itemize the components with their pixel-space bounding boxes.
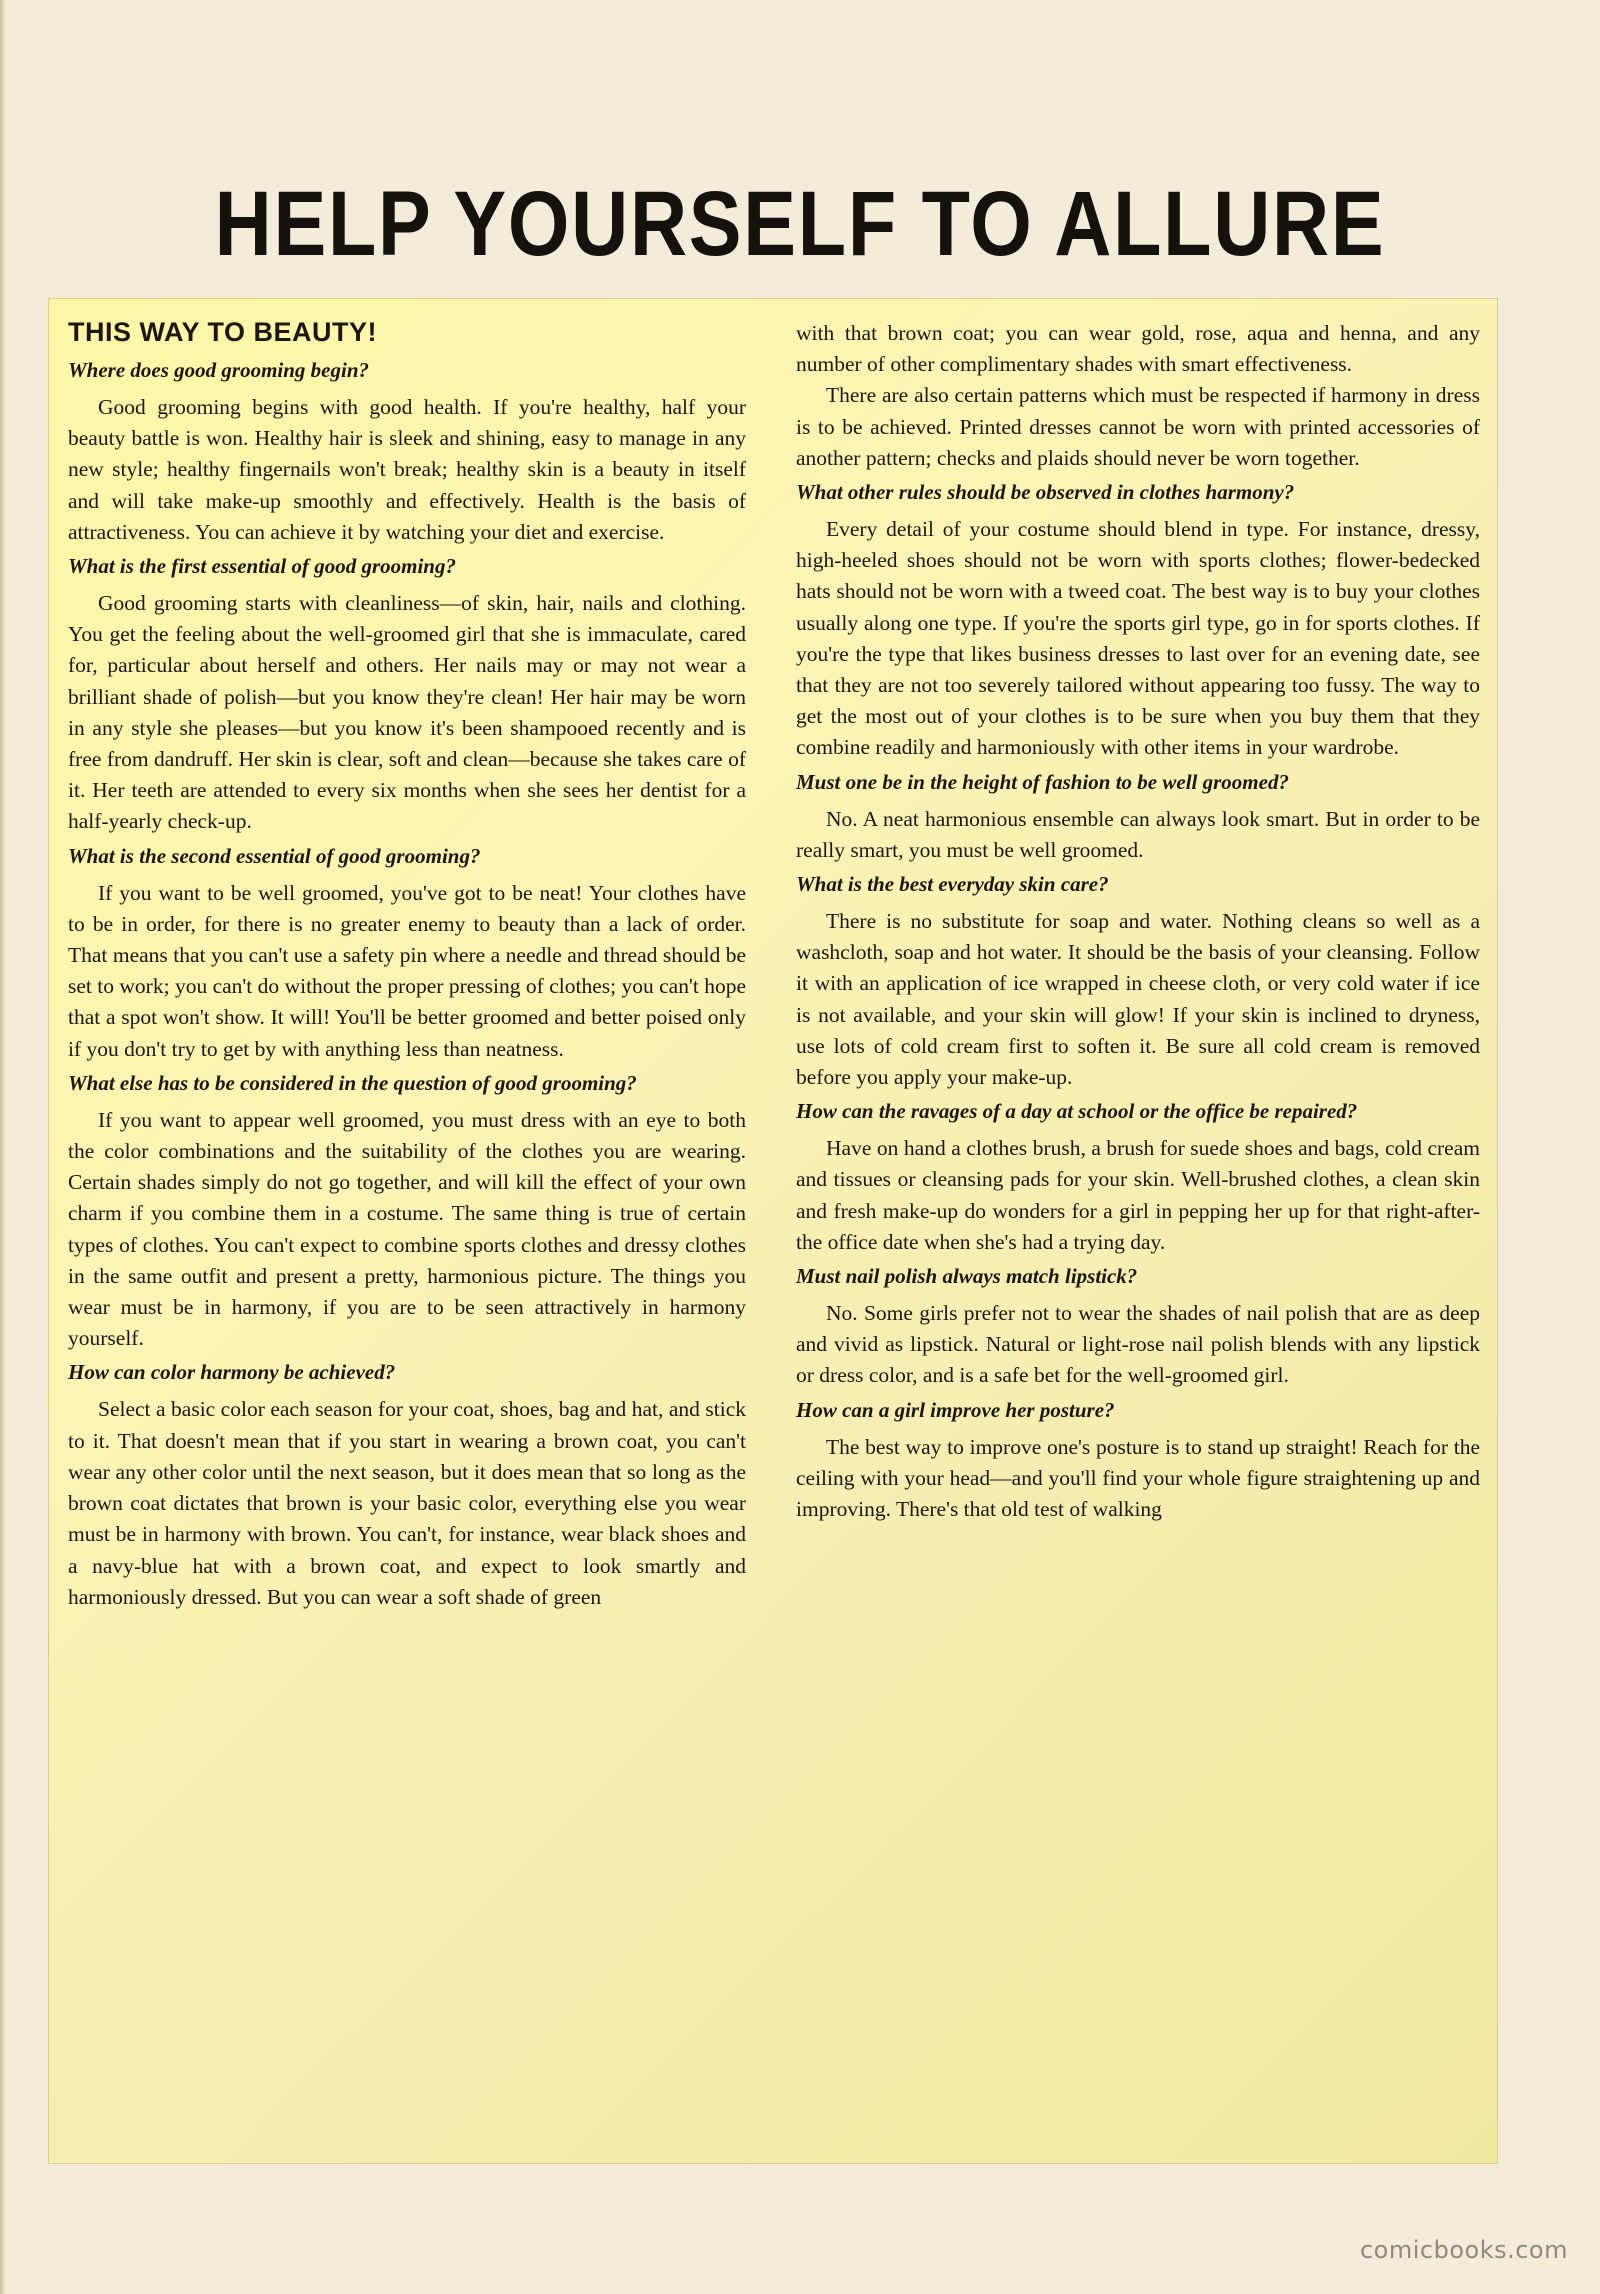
watermark: comicbooks.com xyxy=(1359,2236,1568,2264)
question-heading: How can color harmony be achieved? xyxy=(68,1360,396,1385)
answer-paragraph: Every detail of your costume should blend in type. For instance, dressy, high-heeled shoes should not be worn with sports clothes; flower-bedecked hats should not be worn with a tweed coat. The best way is to buy your clothes usually along one type. If you're the sports girl type, go in for sports clothes. If you're the type that likes business dresses to last over for an evening date, see that they are not too severely tailored without appearing too fussy. The way to get the most out of your clothes is to be sure when you buy them that they combine readily and harmoniously with other items in your wardrobe. xyxy=(796,517,1480,760)
article-panel xyxy=(48,298,1498,2164)
question-heading: Must one be in the height of fashion to be well groomed? xyxy=(796,769,1289,794)
answer-paragraph: The best way to improve one's posture is to stand up straight! Reach for the ceiling with your head—and you'll find your whole figure straightening up and improving. There's that old test of walking xyxy=(796,1434,1480,1522)
answer-paragraph: No. Some girls prefer not to wear the shades of nail polish that are as deep and vivid as lipstick. Natural or light-rose nail polish blends with any lipstick or dress color, and is a safe bet for the well-groomed girl. xyxy=(796,1301,1480,1388)
section-heading: THIS WAY TO BEAUTY! xyxy=(68,317,378,347)
question-heading: What other rules should be observed in clothes harmony? xyxy=(796,480,1295,505)
page-binding-edge xyxy=(0,0,6,2294)
answer-paragraph: There is no substitute for soap and water. Nothing cleans so well as a washcloth, soap and hot water. It should be the basis of your cleansing. Follow it with an application of ice wrapped in cheese cloth, or very cold water if ice is not available, and your skin will glow! If your skin is inclined to dryness, use lots of cold cream first to soften it. Be sure all cold cream is removed before you apply your make-up. xyxy=(796,909,1480,1090)
answer-paragraph: If you want to appear well groomed, you must dress with an eye to both the color combinations and the suitability of the clothes you are wearing. Certain shades simply do not go together, and will kill the effect of your own charm if you combine them in a costume. The same thing is true of certain types of clothes. You can't expect to combine sports clothes and dressy clothes in the same outfit and present a pretty, harmonious picture. The things you wear must be in harmony, if you are to be seen attractively in harmony yourself. xyxy=(68,1107,746,1351)
question-heading: What is the best everyday skin care? xyxy=(796,872,1109,897)
question-heading: How can the ravages of a day at school or the office be repaired? xyxy=(796,1099,1358,1124)
answer-paragraph: There are also certain patterns which must be respected if harmony in dress is to be achieved. Printed dresses cannot be worn with printed accessories of another pattern; checks and plaids should never be worn together. xyxy=(796,383,1480,470)
answer-paragraph: Good grooming starts with cleanliness—of skin, hair, nails and clothing. You get the feeling about the well-groomed girl that she is immaculate, cared for, particular about herself and others. Her nails may or may not wear a brilliant shade of polish—but you know they're clean! Her hair may be worn in any style she pleases—but you know it's been shampooed recently and is free from dandruff. Her skin is clear, soft and clean—because she takes care of it. Her teeth are attended to every six months when she sees her dentist for a half-yearly check-up. xyxy=(68,591,746,834)
answer-paragraph: Select a basic color each season for your coat, shoes, bag and hat, and stick to it. That doesn't mean that if you start in wearing a brown coat, you can't wear any other color until the next season, but it does mean that so long as the brown coat dictates that brown is your basic color, everything else you wear must be in harmony with brown. You can't, for instance, wear black shoes and a navy-blue hat with a brown coat, and expect to look smartly and harmoniously dressed. But you can wear a soft shade of green xyxy=(68,1397,746,1609)
answer-paragraph: Good grooming begins with good health. If you're healthy, half your beauty battle is won. Healthy hair is sleek and shining, easy to manage in any new style; healthy fingernails won't break; healthy skin is a beauty in itself and will take make-up smoothly and effectively. Health is the basis of attractiveness. You can achieve it by watching your diet and exercise. xyxy=(68,395,746,544)
question-heading: What else has to be considered in the question of good grooming? xyxy=(68,1070,637,1095)
question-heading: How can a girl improve her posture? xyxy=(796,1397,1115,1422)
left-column-body xyxy=(68,356,746,1613)
right-column-body xyxy=(796,318,1480,1525)
answer-paragraph: with that brown coat; you can wear gold, rose, aqua and henna, and any number of other complimentary shades with smart effectiveness. xyxy=(796,321,1480,377)
left-column xyxy=(68,314,746,1613)
question-heading: Where does good grooming begin? xyxy=(68,358,370,382)
question-heading: What is the first essential of good grooming? xyxy=(68,554,456,579)
right-column xyxy=(796,318,1480,1525)
page-title: HELP YOURSELF TO ALLURE xyxy=(214,173,1386,275)
answer-paragraph: Have on hand a clothes brush, a brush for suede shoes and bags, cold cream and tissues or cleansing pads for your skin. Well-brushed clothes, a clean skin and fresh make-up do wonders for a girl in pepping her up for that right-after-the office date when she's had a trying day. xyxy=(796,1136,1480,1254)
answer-paragraph: No. A neat harmonious ensemble can always look smart. But in order to be really smart, you must be well groomed. xyxy=(796,806,1480,862)
answer-paragraph: If you want to be well groomed, you've got to be neat! Your clothes have to be in order, for there is no greater enemy to beauty than a lack of order. That means that you can't use a safety pin where a needle and thread should be set to work; you can't do without the proper pressing of clothes; you can't hope that a spot won't show. It will! You'll be better groomed and better poised only if you don't try to get by with anything less than neatness. xyxy=(68,880,746,1061)
question-heading: What is the second essential of good grooming? xyxy=(68,843,481,868)
question-heading: Must nail polish always match lipstick? xyxy=(796,1264,1138,1289)
